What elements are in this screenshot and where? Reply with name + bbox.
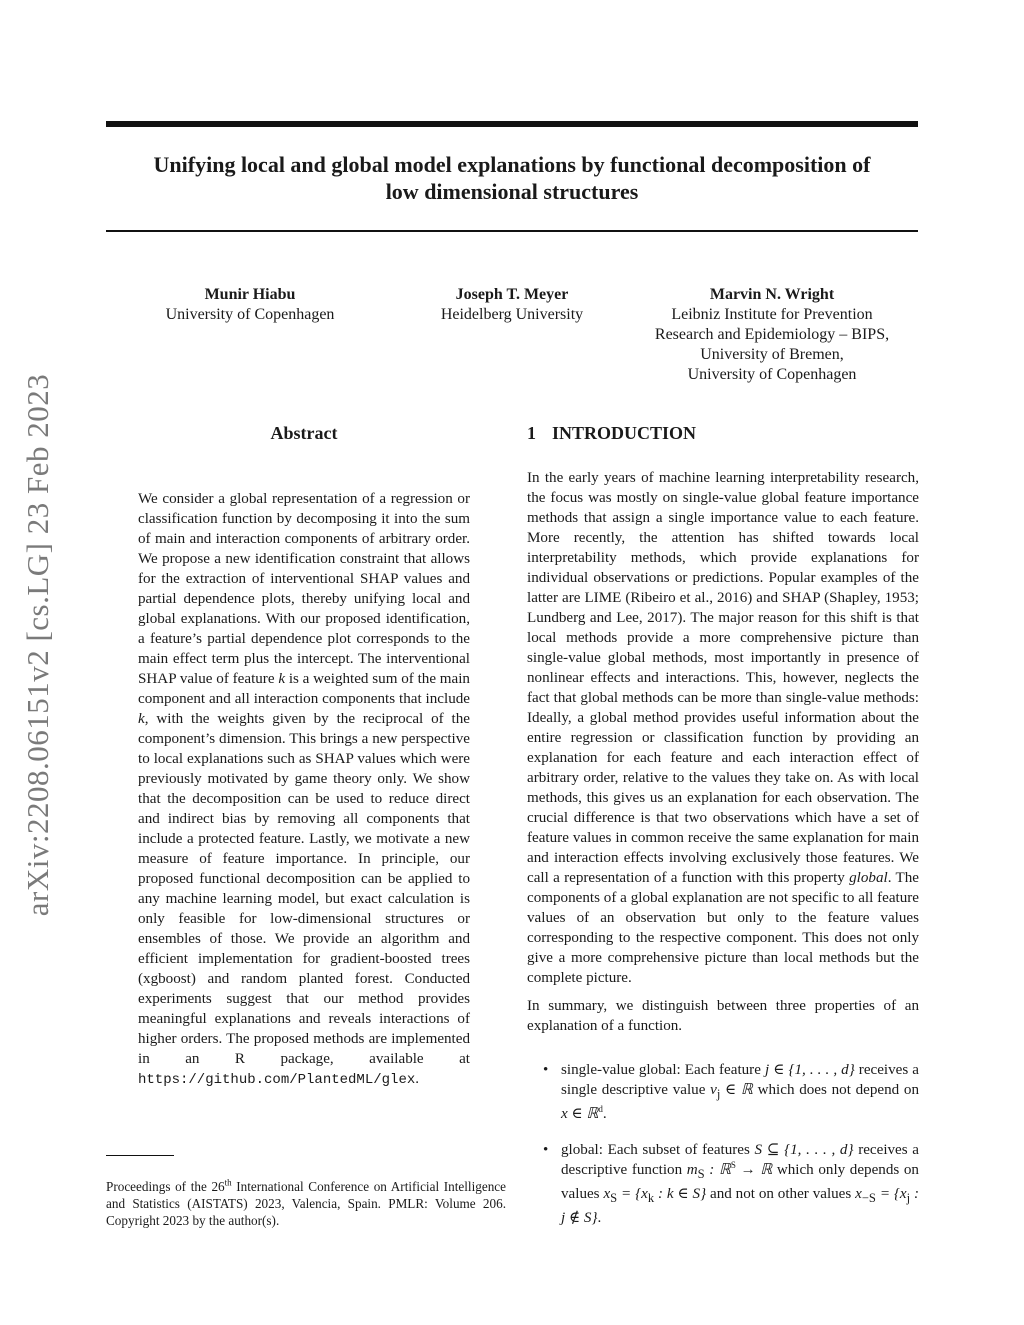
list-item: • global: Each subset of features S ⊆ {1, . . . , d} receives a descriptive function $m_S$ : ℝ$^S$ → ℝ which only depends on values $x_S = \{x_k$ : k ∈ S} and not on other values $x_{-S} = \{x_j$ : j ∉ S}.: [543, 1142, 920, 1227]
list-item: • single-value global: Each feature j ∈ {1, . . . , d} receives a single descriptive value $v_j$ ∈ ℝ which does not depend on x ∈ ℝ$^d$.: [543, 1062, 919, 1123]
title-top-rule: [106, 121, 918, 127]
introduction-column: [527, 420, 919, 1244]
paper-title: Unifying local and global model explanations by functional decomposition of low dimensional structures: [153, 152, 871, 204]
abstract-text: We consider a global representation of a regression or classification function by decomposing it into the sum of main and interaction components of arbitrary order. We propose a new identification constraint that allows for the extraction of interventional SHAP values and partial dependence plots, thereby unifying local and global explanations. With our proposed identification, a feature’s partial dependence plot corresponds to the main effect term plus the intercept. The interventional SHAP value of feature k is a weighted sum of the main component and all interaction components that include k, with the weights given by the reciprocal of the component’s dimension. This brings a new perspective to local explanations such as SHAP values which were previously motivated by game theory only. We show that the decomposition can be used to reduce direct and indirect bias by removing all components that include a protected feature. Lastly, we motivate a new measure of feature importance. In principle, our proposed functional decomposition can be applied to any machine learning model, but exact calculation is only feasible for low-dimensional structures or ensembles of those. We provide an algorithm and efficient implementation for gradient-boosted trees (xgboost) and random planted forest. Conducted experiments suggest that our method provides meaningful explanations and reveals interactions of higher orders. The proposed methods are implemented in an R package, available at https://github.com/PlantedML/glex.: [138, 491, 470, 1088]
intro-paragraph-2: In summary, we distinguish between three properties of an explanation of a function.: [527, 998, 919, 1034]
abstract-column: [138, 420, 470, 1098]
footnote: Proceedings of the 26th International Conference on Artificial Intelligence and Statistics (AISTATS) 2023, Valencia, Spain. PMLR: Volume 206. Copyright 2023 by the author(s).: [106, 1177, 506, 1228]
abstract-heading: Abstract: [270, 423, 338, 443]
author-3: Marvin N. Wright Leibniz Institute for Prevention Research and Epidemiology – BIPS, University of Bremen, University of Copenhagen: [654, 286, 890, 383]
footnote-rule: [106, 1155, 174, 1156]
properties-list: [527, 1060, 919, 1228]
arxiv-identifier: arXiv:2208.06151v2 [cs.LG] 23 Feb 2023: [20, 373, 55, 917]
github-link[interactable]: https://github.com/PlantedML/glex: [138, 1072, 416, 1088]
section-heading: 1 INTRODUCTION: [527, 423, 697, 443]
title-bottom-rule: [106, 230, 918, 232]
intro-paragraph-1: In the early years of machine learning interpretability research, the focus was mostly on single-value global feature importance methods that assign a single importance value to each feature. More recently, the attention has shifted towards local interpretability methods, which provide explanations for individual observations or predictions. Popular examples of the latter are LIME (Ribeiro et al., 2016) and SHAP (Shapley, 1953; Lundberg and Lee, 2017). The major reason for this shift is that local methods provide a more comprehensive picture than single-value global methods, most importantly in presence of nonlinear effects and interactions. This, however, neglects the fact that global methods can be more than single-value methods: Ideally, a global method provides useful information about the entire regression or classification function by providing an explanation for each feature and each interaction effect of arbitrary order, relative to the values they take on. As with local methods, this gives us an explanation for each observation. The crucial difference is that two observations which have a set of feature values in common receive the same explanation for main and interaction effects involving exclusively those features. We call a representation of a function with this property global. The components of a global explanation are not specific to all feature values of an observation but only to the feature values corresponding to the respective component. This does not only give a more comprehensive picture than local methods but the complete picture.: [527, 470, 919, 986]
author-1: Munir Hiabu University of Copenhagen: [165, 286, 335, 323]
author-2: Joseph T. Meyer Heidelberg University: [440, 286, 584, 323]
